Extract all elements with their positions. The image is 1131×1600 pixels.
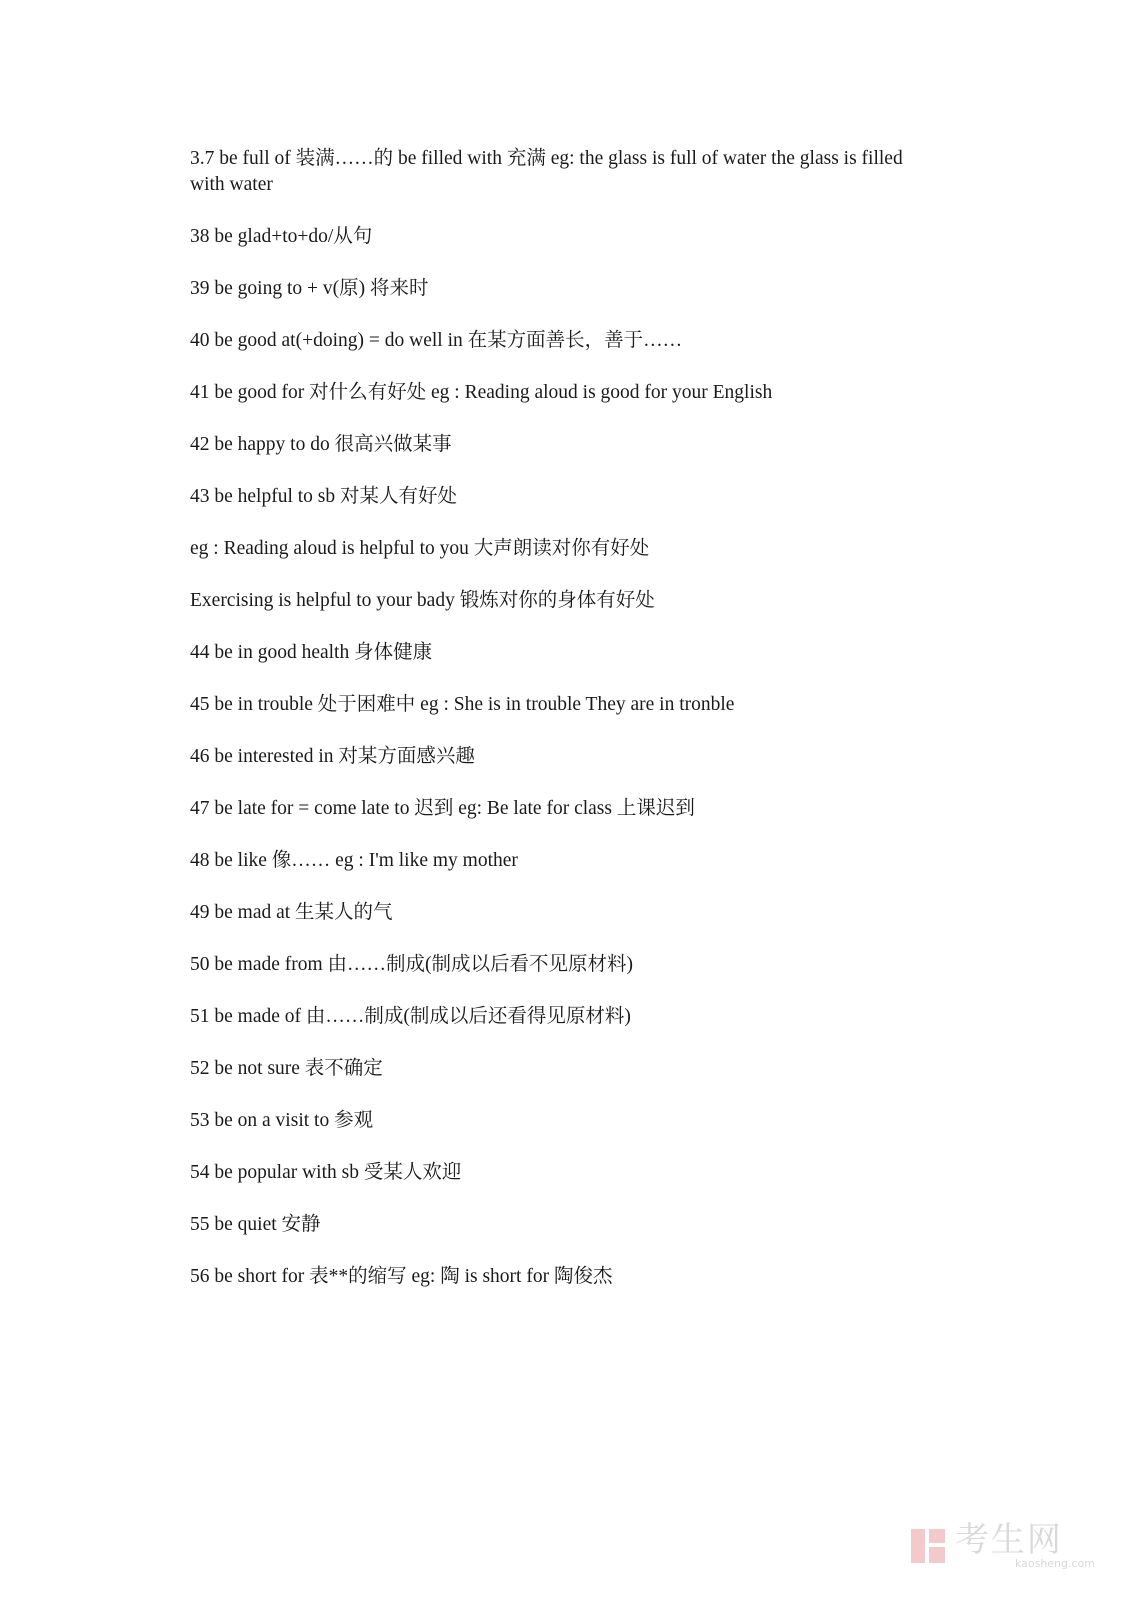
list-item: 43 be helpful to sb 对某人有好处: [190, 486, 458, 507]
list-item: 3.7 be full of 装满……的 be filled with 充满 eg: the glass is full of water the glass is filled with water: [190, 148, 903, 195]
list-item: 52 be not sure 表不确定: [190, 1058, 383, 1079]
list-item: 49 be mad at 生某人的气: [190, 902, 393, 923]
watermark-logo-icon: [909, 1527, 947, 1565]
list-item: 51 be made of 由……制成(制成以后还看得见原材料): [190, 1006, 631, 1027]
vocabulary-list: [190, 146, 910, 1316]
list-item: 38 be glad+to+do/从句: [190, 226, 373, 247]
list-item: Exercising is helpful to your bady 锻炼对你的身体有好处: [190, 590, 655, 611]
list-item: 41 be good for 对什么有好处 eg : Reading aloud is good for your English: [190, 382, 773, 403]
list-item: 39 be going to + v(原) 将来时: [190, 278, 429, 299]
watermark-name: 考生网: [954, 1520, 1063, 1560]
list-item: eg : Reading aloud is helpful to you 大声朗读对你有好处: [190, 538, 650, 559]
list-item: 56 be short for 表**的缩写 eg: 陶 is short for 陶俊杰: [190, 1266, 613, 1287]
list-item: 53 be on a visit to 参观: [190, 1110, 374, 1131]
list-item: 48 be like 像…… eg : I'm like my mother: [190, 850, 518, 871]
watermark: [909, 1522, 1095, 1570]
list-item: 54 be popular with sb 受某人欢迎: [190, 1162, 462, 1183]
list-item: 55 be quiet 安静: [190, 1214, 321, 1235]
list-item: 46 be interested in 对某方面感兴趣: [190, 746, 475, 767]
list-item: 47 be late for = come late to 迟到 eg: Be late for class 上课迟到: [190, 798, 695, 819]
watermark-domain: kaosheng.com: [1014, 1557, 1095, 1570]
list-item: 42 be happy to do 很高兴做某事: [190, 434, 452, 455]
list-item: 44 be in good health 身体健康: [190, 642, 433, 663]
list-item: 45 be in trouble 处于困难中 eg : She is in trouble They are in tronble: [190, 694, 735, 715]
list-item: 50 be made from 由……制成(制成以后看不见原材料): [190, 954, 634, 975]
list-item: 40 be good at(+doing) = do well in 在某方面善长，善于……: [190, 330, 683, 351]
